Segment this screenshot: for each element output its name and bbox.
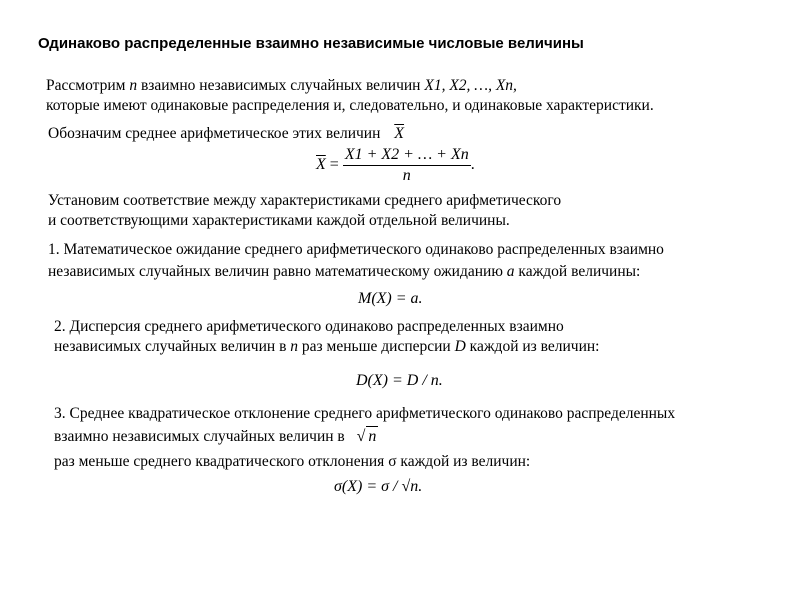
item2-n: n (290, 338, 299, 355)
item2-formula: D(X) = D / n. (356, 372, 443, 389)
item3-line3-post: каждой из величин: (400, 453, 531, 470)
intro-n: n (129, 77, 138, 94)
mean-formula: $\overline{X}$ = $\frac{X1 + X2 + \dots + Xn}{n}$ . (316, 146, 475, 184)
item2-mid: раз меньше дисперсии (301, 338, 451, 355)
item2-post: каждой из величин: (469, 338, 600, 355)
mean-intro (48, 124, 404, 143)
item2-line-2 (54, 337, 599, 356)
correspondence-line-1: Установим соответствие между характеристиками среднего арифметического (48, 192, 562, 209)
mean-intro-text: Обозначим среднее арифметическое этих величин (48, 125, 381, 142)
intro-line-2: которые имеют одинаковые распределения и, следовательно, и одинаковые характеристики. (46, 97, 654, 114)
item3-line-2 (54, 426, 378, 446)
intro-mid: взаимно независимых случайных величин (140, 77, 421, 94)
item3-sqrt: √ n (356, 428, 377, 445)
item2-line-1: 2. Дисперсия среднего арифметического одинаково распределенных взаимно (54, 318, 564, 335)
item3-pre: взаимно независимых случайных величин в (54, 428, 345, 445)
slide-title: Одинаково распределенные взаимно независимые числовые величины (38, 35, 584, 52)
item1-pre: независимых случайных величин равно математическому ожиданию (48, 263, 503, 280)
intro-vars: X1, X2, …, Xn, (424, 77, 517, 94)
item2-D: D (454, 338, 466, 355)
mean-symbol: $\overline{X}$ (394, 125, 405, 142)
item3-formula: σ(X) = σ / √n. (334, 478, 423, 495)
intro-line-1 (46, 76, 517, 95)
item1-line-2 (48, 262, 640, 281)
item1-formula: M(X) = a. (358, 290, 423, 307)
mean-formula-numerator: X1 + X2 + … + Xn (343, 146, 471, 166)
mean-formula-denominator: n (402, 167, 411, 184)
mean-formula-lhs: $\overline{X}$ (316, 156, 326, 174)
mean-formula-fraction (343, 146, 471, 185)
item1-line-1: 1. Математическое ожидание среднего арифметического одинаково распределенных взаимно (48, 241, 664, 258)
item1-post: каждой величины: (518, 263, 641, 280)
item3-sigma: σ (388, 453, 397, 470)
item3-line-3 (54, 452, 530, 471)
intro-pre: Рассмотрим (46, 77, 126, 94)
item3-line-1: 3. Среднее квадратическое отклонение среднего арифметического одинаково распределенных (54, 405, 676, 422)
item3-line3-pre: раз меньше среднего квадратического отклонения (54, 453, 385, 470)
item2-pre: независимых случайных величин в (54, 338, 287, 355)
item1-a: a (506, 263, 515, 280)
correspondence-line-2: и соответствующими характеристиками каждой отдельной величины. (48, 212, 510, 229)
item3-sqrt-n: n (368, 428, 377, 445)
